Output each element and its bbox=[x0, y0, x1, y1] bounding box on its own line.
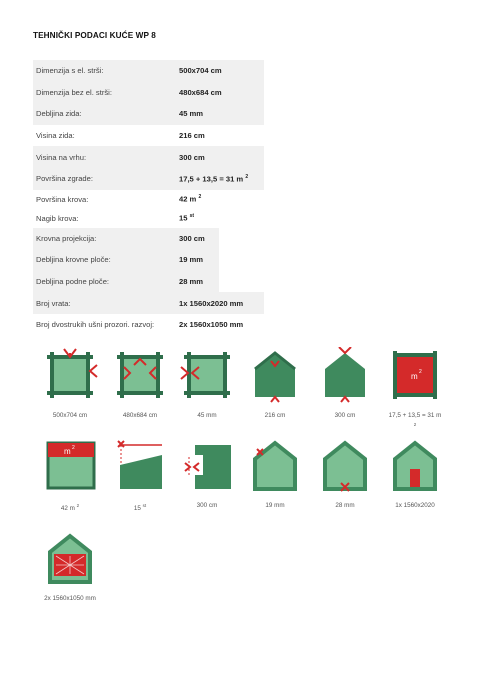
roof-overhang-icon bbox=[179, 437, 235, 493]
icon-caption: 19 mm bbox=[265, 502, 285, 509]
icon-caption-sup: st bbox=[142, 503, 147, 508]
icon-caption bbox=[109, 501, 171, 513]
icon-cell bbox=[109, 437, 171, 513]
spec-row bbox=[33, 103, 264, 125]
spec-label: Krovna projekcija: bbox=[36, 233, 97, 243]
spec-label: Nagib krova: bbox=[36, 213, 79, 223]
spec-value bbox=[179, 194, 201, 204]
spec-value bbox=[179, 174, 248, 184]
icon-caption: 300 cm bbox=[334, 412, 356, 419]
spec-value: 45 mm bbox=[179, 109, 204, 119]
icon-caption: 1x 1560x2020 bbox=[395, 502, 435, 509]
spec-value: 300 cm bbox=[179, 152, 205, 162]
spec-label: Visina na vrhu: bbox=[36, 152, 87, 162]
spec-label: Površina zgrade: bbox=[36, 174, 93, 184]
plan-outer-dim-icon bbox=[42, 347, 98, 403]
spec-row bbox=[33, 125, 264, 147]
spec-label: Dimenzija s el. strši: bbox=[36, 66, 104, 76]
door-icon bbox=[387, 437, 443, 493]
icon-caption bbox=[39, 501, 101, 513]
icon-caption: 45 mm bbox=[197, 412, 217, 419]
area-badge: m bbox=[64, 447, 71, 456]
spec-value: 28 mm bbox=[179, 277, 204, 287]
icon-caption: 500x704 cm bbox=[52, 412, 88, 419]
icon-caption: 216 cm bbox=[264, 412, 286, 419]
icon-caption: 28 mm bbox=[335, 502, 355, 509]
spec-row bbox=[33, 292, 264, 314]
floor-area-icon bbox=[387, 347, 443, 403]
icon-cell bbox=[39, 347, 101, 420]
spec-value: 2x 1560x1050 mm bbox=[179, 320, 244, 330]
spec-label: Debljina krovne ploče: bbox=[36, 255, 111, 265]
spec-value-sup: 2 bbox=[198, 194, 202, 201]
icon-caption-sup: 2 bbox=[76, 503, 80, 508]
roof-area-icon bbox=[42, 437, 98, 493]
spec-value-text: 17,5 + 13,5 = 31 m bbox=[179, 174, 244, 184]
spec-row bbox=[33, 190, 264, 209]
spec-value: 216 cm bbox=[179, 131, 205, 141]
icon-cell bbox=[244, 347, 306, 420]
roof-board-icon bbox=[247, 437, 303, 493]
page-title: TEHNIČKI PODACI KUĆE WP 8 bbox=[33, 31, 156, 40]
spec-label: Površina krova: bbox=[36, 194, 89, 204]
icon-caption: 480x684 cm bbox=[122, 412, 158, 419]
icon-caption: 300 cm bbox=[196, 502, 218, 509]
spec-label: Debljina zida: bbox=[36, 109, 82, 119]
icon-caption-text: 15 bbox=[133, 505, 141, 513]
spec-value: 500x704 cm bbox=[179, 66, 222, 76]
spec-value-sup: st bbox=[189, 213, 195, 220]
spec-row bbox=[33, 249, 219, 271]
spec-label: Debljina podne ploče: bbox=[36, 277, 110, 287]
spec-value: 300 cm bbox=[179, 233, 205, 243]
spec-label: Visina zida: bbox=[36, 131, 75, 141]
spec-table bbox=[33, 60, 264, 336]
icon-cell bbox=[314, 347, 376, 420]
spec-value: 19 mm bbox=[179, 255, 204, 265]
spec-label: Broj vrata: bbox=[36, 298, 71, 308]
icon-caption: 2x 1560x1050 mm bbox=[44, 595, 96, 602]
window-icon bbox=[42, 530, 98, 586]
spec-value-text: 15 bbox=[179, 213, 188, 223]
area-badge: m bbox=[411, 372, 418, 381]
spec-row bbox=[33, 60, 264, 82]
spec-row bbox=[33, 146, 264, 168]
spec-value: 1x 1560x2020 mm bbox=[179, 298, 244, 308]
spec-row bbox=[33, 314, 264, 336]
spec-label: Broj dvostrukih ušni prozori. razvoj: bbox=[36, 320, 155, 330]
spec-row bbox=[33, 271, 219, 293]
icon-caption-text: 42 m bbox=[60, 505, 75, 513]
area-badge-sup: 2 bbox=[419, 369, 422, 375]
icon-cell bbox=[176, 347, 238, 420]
area-badge-sup: 2 bbox=[72, 445, 75, 451]
icon-caption bbox=[384, 411, 446, 432]
wall-thickness-icon bbox=[179, 347, 235, 403]
spec-row bbox=[33, 168, 264, 190]
icon-cell bbox=[384, 437, 446, 510]
spec-value bbox=[179, 213, 194, 223]
roof-pitch-icon bbox=[112, 437, 168, 493]
wall-height-icon bbox=[247, 347, 303, 403]
spec-value: 480x684 cm bbox=[179, 87, 222, 97]
spec-row bbox=[33, 82, 264, 104]
icon-caption-sup: 2 bbox=[413, 422, 417, 427]
spec-value-text: 42 m bbox=[179, 194, 197, 204]
icon-cell bbox=[39, 437, 101, 513]
floor-board-icon bbox=[317, 437, 373, 493]
icon-caption-text: 17,5 + 13,5 = 31 m bbox=[388, 412, 442, 419]
ridge-height-icon bbox=[317, 347, 373, 403]
icon-cell bbox=[244, 437, 306, 510]
icon-cell bbox=[384, 347, 446, 432]
spec-row bbox=[33, 228, 219, 250]
plan-inner-dim-icon bbox=[112, 347, 168, 403]
icon-cell bbox=[314, 437, 376, 510]
spec-label: Dimenzija bez el. strši: bbox=[36, 87, 112, 97]
icon-cell bbox=[109, 347, 171, 420]
icon-cell bbox=[39, 530, 101, 603]
spec-value-sup: 2 bbox=[245, 174, 249, 180]
icon-cell bbox=[176, 437, 238, 510]
spec-row bbox=[33, 209, 264, 228]
